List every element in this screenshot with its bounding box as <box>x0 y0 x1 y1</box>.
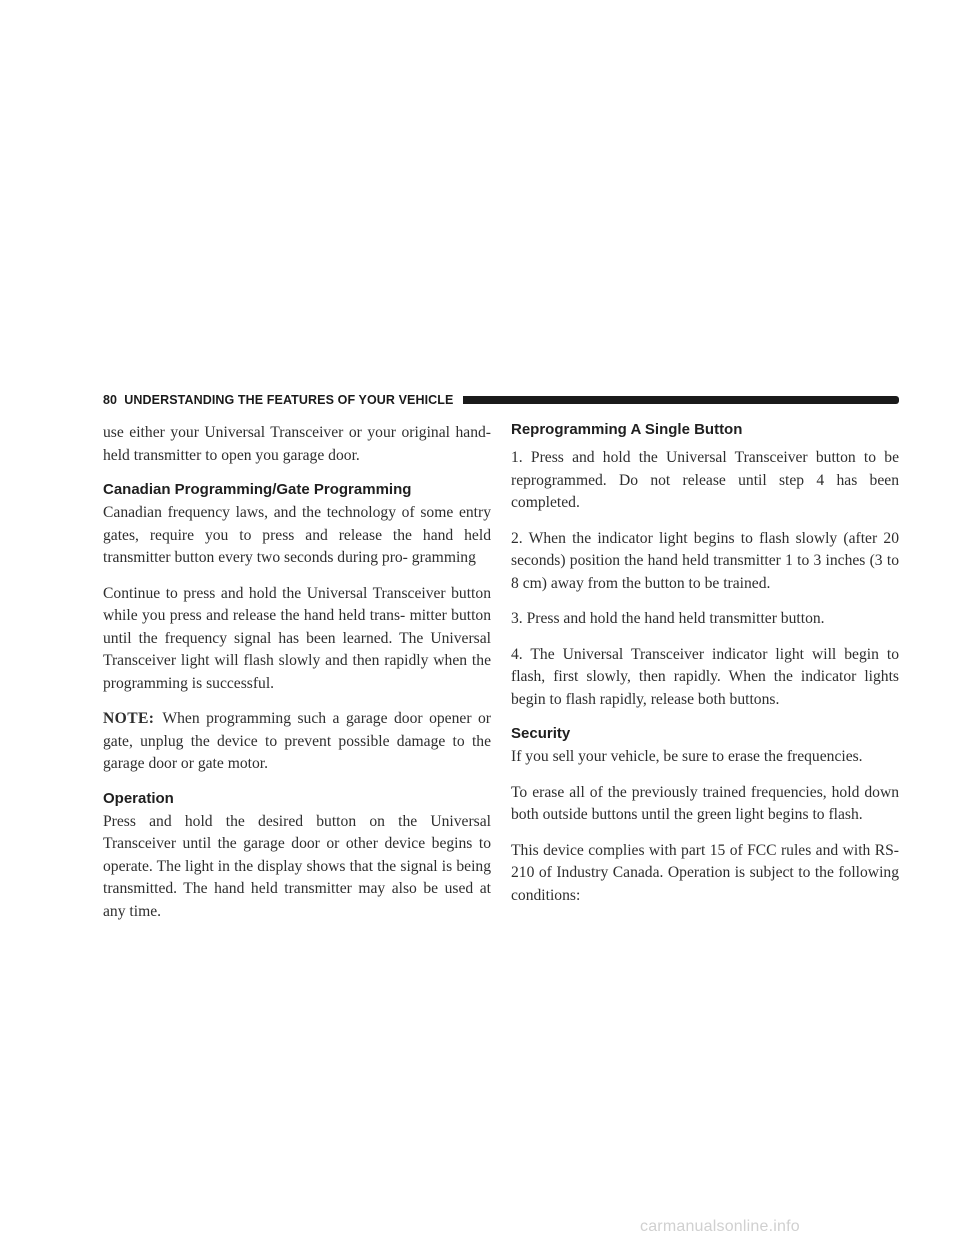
operation-heading: Operation <box>103 789 174 807</box>
right-column <box>511 422 899 920</box>
intro-paragraph: use either your Universal Transceiver or your original hand-held transmitter to open you garage door. <box>103 424 491 464</box>
security-paragraph-3: This device complies with part 15 of FCC rules and with RS-210 of Industry Canada. Operation is subject to the following conditions: <box>511 841 899 904</box>
canadian-programming-heading: Canadian Programming/Gate Programming <box>103 481 412 498</box>
note-text: When programming such a garage door opener or gate, unplug the device to prevent possible damage to the garage door or gate motor. <box>103 710 491 772</box>
reprogramming-step-4: 4. The Universal Transceiver indicator light will begin to flash, first slowly, then rapidly. When the indicator lights begin to flash rapidly, release both buttons. <box>511 645 899 708</box>
reprogramming-step-2: 2. When the indicator light begins to flash slowly (after 20 seconds) position the hand held transmitter 1 to 3 inches (3 to 8 cm) away from the button to be trained. <box>511 529 899 592</box>
security-paragraph-2: To erase all of the previously trained frequencies, hold down both outside buttons until the green light begins to flash. <box>511 783 899 823</box>
page-header <box>103 388 899 412</box>
header-rule <box>463 396 899 404</box>
chapter-title: UNDERSTANDING THE FEATURES OF YOUR VEHICLE <box>124 393 454 407</box>
operation-paragraph: Press and hold the desired button on the Universal Transceiver until the garage door or other device begins to operate. The light in the display shows that the signal is being transmitted. The hand held transmitter may also be used at any time. <box>103 812 491 920</box>
note-paragraph <box>103 708 491 776</box>
page-number: 80 <box>103 393 118 407</box>
canadian-paragraph-2: Continue to press and hold the Universal Transceiver button while you press and release the hand held trans- mitter button until the frequency signal has been learned. The Universal Transceiver light will flash slowly and then rapidly when the programming is successful. <box>103 584 491 692</box>
security-heading: Security <box>511 725 571 742</box>
canadian-paragraph-1: Canadian frequency laws, and the technology of some entry gates, require you to press and release the hand held transmitter button every two seconds during pro- gramming <box>103 504 491 566</box>
reprogramming-step-3: 3. Press and hold the hand held transmitter button. <box>511 610 825 627</box>
reprogramming-step-1: 1. Press and hold the Universal Transceiver button to be reprogrammed. Do not release until step 4 has been completed. <box>511 449 899 511</box>
reprogramming-heading: Reprogramming A Single Button <box>511 421 743 438</box>
footer-watermark-link[interactable]: carmanualsonline.info <box>640 1218 800 1235</box>
header-label <box>103 393 453 407</box>
security-paragraph-1: If you sell your vehicle, be sure to erase the frequencies. <box>511 748 863 765</box>
note-label: NOTE: <box>103 710 155 727</box>
left-column <box>103 422 491 936</box>
